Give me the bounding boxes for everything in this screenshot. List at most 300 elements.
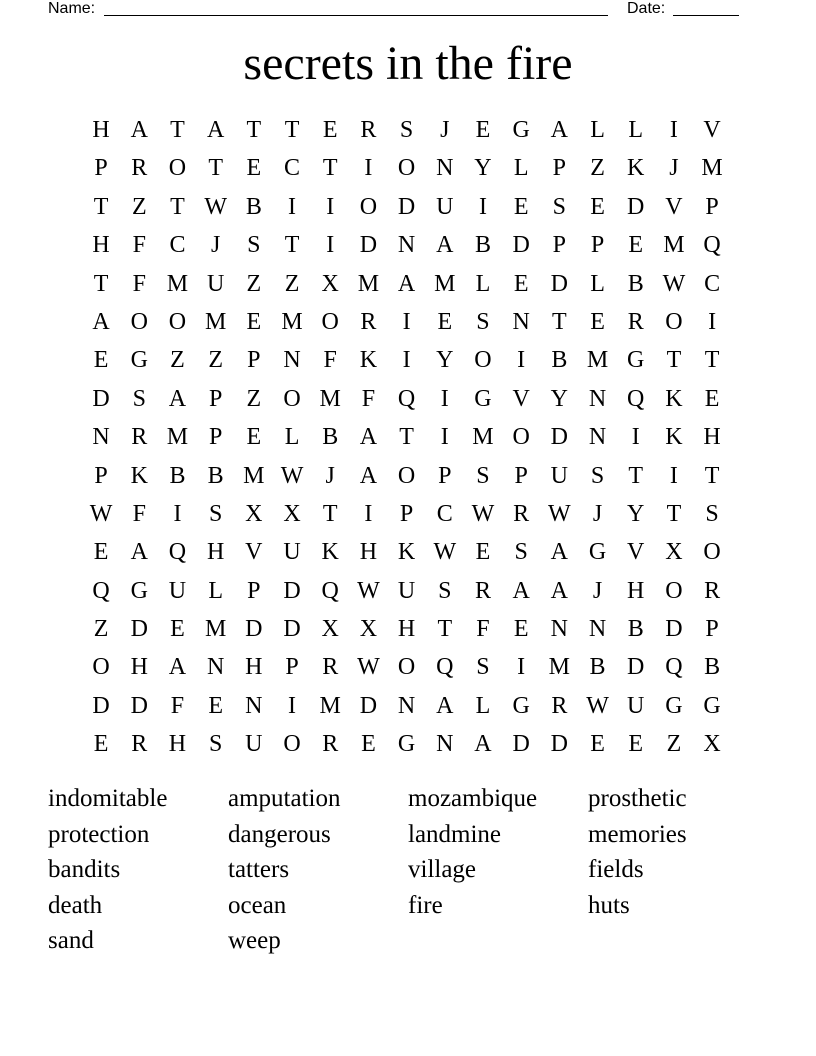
grid-letter: J xyxy=(325,462,335,489)
grid-letter: N xyxy=(245,692,263,719)
grid-letter: E xyxy=(170,616,185,643)
grid-row xyxy=(82,687,732,725)
letter-grid xyxy=(82,111,732,764)
grid-letter: T xyxy=(246,117,262,143)
grid-letter: E xyxy=(208,692,223,719)
grid-letter: E xyxy=(322,117,338,143)
grid-letter: I xyxy=(440,385,449,412)
grid-letter: G xyxy=(588,539,607,566)
grid-letter: I xyxy=(402,308,411,335)
grid-letter: I xyxy=(708,308,717,335)
grid-row xyxy=(82,111,732,149)
word-list-item: bandits xyxy=(48,856,121,883)
grid-letter: F xyxy=(132,270,146,297)
grid-letter: L xyxy=(590,270,605,297)
grid-letter: G xyxy=(665,692,683,719)
grid-letter: O xyxy=(665,577,683,604)
grid-letter: Q xyxy=(665,654,683,681)
page-title: secrets in the fire xyxy=(243,37,573,90)
grid-letter: E xyxy=(513,193,529,220)
grid-letter: W xyxy=(204,193,227,220)
grid-letter: I xyxy=(440,424,449,451)
grid-letter: E xyxy=(93,347,109,374)
word-list-item: protection xyxy=(48,820,150,848)
grid-letter: H xyxy=(397,616,416,643)
grid-letter: S xyxy=(705,500,719,527)
grid-letter: K xyxy=(130,462,148,489)
grid-letter: J xyxy=(669,155,679,182)
grid-letter: M xyxy=(472,424,494,451)
grid-letter: B xyxy=(169,462,186,489)
grid-letter: D xyxy=(359,692,378,719)
grid-letter: N xyxy=(92,424,110,451)
grid-row xyxy=(82,303,732,341)
grid-letter: H xyxy=(703,424,721,451)
grid-letter: T xyxy=(552,308,567,335)
grid-letter: N xyxy=(397,232,416,259)
grid-letter: W xyxy=(89,500,113,527)
grid-letter: P xyxy=(399,500,414,527)
grid-letter: D xyxy=(130,616,148,643)
grid-letter: I xyxy=(517,347,526,374)
grid-letter: Q xyxy=(321,577,339,604)
grid-letter: O xyxy=(168,155,187,182)
grid-letter: I xyxy=(326,232,335,259)
grid-letter: J xyxy=(592,500,603,527)
grid-letter: D xyxy=(627,654,645,681)
grid-letter: W xyxy=(586,692,609,719)
grid-letter: M xyxy=(166,270,189,297)
grid-letter: S xyxy=(399,117,414,143)
grid-letter: D xyxy=(245,616,263,643)
grid-letter: E xyxy=(93,731,109,758)
grid-letter: F xyxy=(170,692,185,719)
grid-letter: T xyxy=(170,117,185,143)
grid-letter: O xyxy=(130,308,148,335)
grid-letter: S xyxy=(247,232,261,259)
word-list-item: fire xyxy=(408,891,443,919)
grid-letter: S xyxy=(514,539,528,566)
grid-letter: M xyxy=(319,385,341,412)
grid-letter: F xyxy=(132,232,146,259)
grid-letter: L xyxy=(284,424,300,451)
name-blank-line xyxy=(104,15,608,16)
grid-letter: W xyxy=(357,654,380,681)
grid-letter: P xyxy=(552,232,567,259)
grid-letter: T xyxy=(93,270,109,297)
grid-letter: M xyxy=(204,616,227,643)
grid-letter: D xyxy=(283,577,301,604)
grid-letter: Z xyxy=(590,155,605,182)
grid-letter: X xyxy=(665,539,683,566)
grid-row xyxy=(82,341,732,379)
grid-letter: M xyxy=(319,692,341,719)
grid-letter: V xyxy=(512,385,530,412)
word-list-item: mozambique xyxy=(408,785,538,812)
grid-letter: N xyxy=(588,616,607,643)
grid-letter: R xyxy=(131,155,148,182)
grid-letter: R xyxy=(322,731,339,758)
grid-letter: H xyxy=(627,577,645,604)
grid-letter: P xyxy=(552,155,567,182)
grid-letter: I xyxy=(364,500,373,527)
grid-row xyxy=(82,648,732,686)
grid-letter: A xyxy=(206,117,225,143)
word-list-item: ocean xyxy=(228,891,287,919)
grid-letter: R xyxy=(627,308,644,335)
grid-letter: Q xyxy=(397,385,416,412)
grid-letter: S xyxy=(476,462,490,489)
grid-letter: R xyxy=(551,692,568,719)
grid-letter: G xyxy=(130,577,148,604)
grid-letter: P xyxy=(247,347,261,374)
name-label: Name: xyxy=(48,0,96,17)
grid-letter: K xyxy=(665,385,683,412)
grid-letter: B xyxy=(207,462,224,489)
grid-letter: M xyxy=(434,270,456,297)
grid-letter: S xyxy=(132,385,146,412)
grid-letter: U xyxy=(550,462,569,489)
grid-row xyxy=(82,457,732,495)
grid-letter: O xyxy=(283,731,301,758)
grid-letter: P xyxy=(514,462,528,489)
date-label: Date: xyxy=(627,0,666,17)
grid-letter: U xyxy=(627,692,645,719)
grid-letter: N xyxy=(436,155,454,182)
grid-letter: D xyxy=(665,616,683,643)
grid-letter: D xyxy=(283,616,301,643)
grid-letter: E xyxy=(513,616,529,643)
grid-letter: F xyxy=(361,385,376,412)
grid-letter: E xyxy=(437,308,453,335)
grid-letter: D xyxy=(512,232,530,259)
grid-letter: U xyxy=(206,270,225,297)
grid-letter: L xyxy=(513,155,529,182)
grid-letter: W xyxy=(433,539,457,566)
grid-letter: R xyxy=(131,424,148,451)
grid-letter: P xyxy=(705,193,719,220)
grid-letter: L xyxy=(208,577,223,604)
grid-letter: O xyxy=(397,654,416,681)
grid-letter: L xyxy=(628,117,644,143)
grid-letter: E xyxy=(93,539,109,566)
grid-letter: C xyxy=(169,232,186,259)
grid-letter: O xyxy=(397,462,416,489)
grid-letter: H xyxy=(168,731,187,758)
grid-row xyxy=(82,610,732,648)
grid-letter: K xyxy=(397,539,416,566)
grid-letter: A xyxy=(550,117,569,143)
grid-letter: P xyxy=(94,155,108,182)
grid-letter: I xyxy=(288,692,297,719)
grid-letter: M xyxy=(166,424,189,451)
grid-letter: E xyxy=(704,385,720,412)
grid-letter: M xyxy=(204,308,227,335)
date-blank-line xyxy=(673,15,739,16)
grid-letter: I xyxy=(326,193,335,220)
grid-row xyxy=(82,572,732,610)
grid-letter: N xyxy=(283,347,301,374)
grid-letter: R xyxy=(704,577,721,604)
grid-letter: X xyxy=(283,500,301,527)
grid-letter: Q xyxy=(168,539,187,566)
grid-letter: A xyxy=(550,577,569,604)
grid-letter: E xyxy=(628,232,644,259)
grid-letter: N xyxy=(588,424,607,451)
grid-letter: A xyxy=(130,539,148,566)
grid-letter: T xyxy=(93,193,109,220)
grid-letter: D xyxy=(130,692,148,719)
grid-letter: D xyxy=(550,731,569,758)
grid-letter: E xyxy=(246,308,262,335)
grid-letter: A xyxy=(130,117,148,143)
word-list-item: landmine xyxy=(408,820,502,848)
grid-row xyxy=(82,188,732,226)
grid-letter: T xyxy=(704,462,720,489)
grid-letter: J xyxy=(440,117,450,143)
grid-letter: A xyxy=(397,270,416,297)
grid-letter: E xyxy=(361,731,376,758)
grid-letter: M xyxy=(663,232,685,259)
grid-letter: H xyxy=(130,654,148,681)
grid-letter: U xyxy=(397,577,416,604)
grid-letter: K xyxy=(321,539,339,566)
grid-letter: J xyxy=(210,232,221,259)
grid-letter: C xyxy=(704,270,721,297)
grid-letter: S xyxy=(590,462,605,489)
grid-row xyxy=(82,149,732,187)
grid-letter: Z xyxy=(93,616,109,643)
word-list-item: weep xyxy=(228,927,281,954)
grid-letter: S xyxy=(552,193,567,220)
grid-letter: H xyxy=(92,232,110,259)
grid-letter: O xyxy=(359,193,378,220)
grid-letter: T xyxy=(322,500,338,527)
grid-letter: P xyxy=(285,654,299,681)
grid-letter: I xyxy=(517,654,526,681)
grid-letter: V xyxy=(245,539,263,566)
word-list-item: sand xyxy=(48,927,94,954)
grid-letter: N xyxy=(512,308,530,335)
word-list-item: tatters xyxy=(228,856,290,883)
grid-letter: T xyxy=(170,193,185,220)
grid-letter: E xyxy=(246,424,262,451)
grid-letter: E xyxy=(475,117,491,143)
grid-letter: O xyxy=(703,539,721,566)
grid-letter: T xyxy=(628,462,644,489)
word-list-item: dangerous xyxy=(228,820,331,848)
grid-letter: Y xyxy=(627,500,645,527)
grid-letter: A xyxy=(436,692,454,719)
grid-letter: V xyxy=(627,539,645,566)
grid-letter: I xyxy=(669,462,678,489)
grid-letter: I xyxy=(364,155,373,182)
grid-letter: X xyxy=(321,616,339,643)
grid-letter: X xyxy=(359,616,378,643)
grid-letter: A xyxy=(512,577,530,604)
grid-letter: K xyxy=(665,424,683,451)
grid-letter: B xyxy=(551,347,568,374)
grid-letter: P xyxy=(208,424,223,451)
grid-letter: D xyxy=(627,193,645,220)
grid-letter: T xyxy=(284,232,300,259)
grid-letter: H xyxy=(359,539,378,566)
grid-letter: G xyxy=(627,347,645,374)
grid-letter: X xyxy=(703,731,721,758)
grid-letter: B xyxy=(627,616,644,643)
grid-row xyxy=(82,725,732,763)
grid-letter: Y xyxy=(474,155,492,182)
grid-letter: R xyxy=(474,577,491,604)
grid-letter: T xyxy=(322,155,338,182)
grid-letter: Z xyxy=(246,270,262,297)
grid-letter: W xyxy=(662,270,686,297)
grid-letter: R xyxy=(131,731,148,758)
grid-letter: P xyxy=(438,462,452,489)
grid-letter: X xyxy=(245,500,263,527)
grid-letter: B xyxy=(245,193,262,220)
grid-letter: A xyxy=(92,308,110,335)
grid-letter: O xyxy=(92,654,110,681)
grid-letter: Z xyxy=(666,731,682,758)
grid-letter: E xyxy=(590,193,605,220)
grid-letter: N xyxy=(397,692,416,719)
grid-letter: U xyxy=(436,193,454,220)
grid-letter: A xyxy=(168,654,187,681)
grid-letter: L xyxy=(590,117,605,143)
grid-letter: B xyxy=(322,424,339,451)
grid-letter: R xyxy=(360,117,377,143)
grid-row xyxy=(82,226,732,264)
grid-letter: J xyxy=(592,577,603,604)
grid-letter: S xyxy=(438,577,452,604)
grid-letter: R xyxy=(513,500,530,527)
grid-letter: O xyxy=(665,308,683,335)
grid-letter: M xyxy=(548,654,571,681)
grid-letter: D xyxy=(550,424,569,451)
grid-letter: I xyxy=(669,117,678,143)
word-list-item: amputation xyxy=(228,785,341,812)
grid-letter: W xyxy=(357,577,380,604)
grid-letter: I xyxy=(631,424,640,451)
word-list-item: memories xyxy=(588,820,687,848)
grid-letter: M xyxy=(586,347,609,374)
grid-letter: D xyxy=(397,193,416,220)
grid-row xyxy=(82,495,732,533)
grid-letter: E xyxy=(590,308,605,335)
header xyxy=(48,0,768,22)
grid-letter: D xyxy=(512,731,530,758)
grid-letter: D xyxy=(359,232,378,259)
grid-letter: M xyxy=(357,270,380,297)
grid-letter: W xyxy=(548,500,571,527)
grid-letter: Q xyxy=(92,577,110,604)
grid-letter: A xyxy=(474,731,492,758)
grid-letter: Z xyxy=(246,385,262,412)
grid-letter: E xyxy=(590,731,605,758)
grid-letter: T xyxy=(704,347,720,374)
grid-letter: E xyxy=(475,539,491,566)
grid-row xyxy=(82,533,732,571)
grid-letter: B xyxy=(474,232,491,259)
grid-letter: H xyxy=(92,117,110,143)
grid-letter: P xyxy=(590,232,605,259)
grid-letter: O xyxy=(283,385,301,412)
grid-letter: G xyxy=(512,692,530,719)
grid-letter: H xyxy=(206,539,225,566)
grid-letter: F xyxy=(132,500,146,527)
grid-letter: R xyxy=(360,308,377,335)
grid-letter: T xyxy=(399,424,414,451)
grid-letter: W xyxy=(471,500,495,527)
grid-letter: A xyxy=(359,462,378,489)
grid-letter: E xyxy=(513,270,529,297)
grid-letter: P xyxy=(208,385,223,412)
grid-letter: Y xyxy=(436,347,454,374)
grid-letter: F xyxy=(476,616,490,643)
grid-row xyxy=(82,380,732,418)
grid-letter: O xyxy=(168,308,187,335)
grid-letter: M xyxy=(281,308,303,335)
grid-letter: D xyxy=(550,270,569,297)
grid-letter: W xyxy=(280,462,304,489)
grid-letter: P xyxy=(247,577,261,604)
grid-letter: E xyxy=(628,731,644,758)
grid-letter: G xyxy=(512,117,530,143)
grid-letter: A xyxy=(550,539,569,566)
grid-letter: B xyxy=(589,654,606,681)
grid-letter: I xyxy=(478,193,487,220)
word-list-item: village xyxy=(408,856,477,883)
grid-letter: X xyxy=(321,270,339,297)
grid-letter: B xyxy=(627,270,644,297)
grid-letter: U xyxy=(283,539,301,566)
grid-letter: T xyxy=(284,117,300,143)
grid-letter: Z xyxy=(284,270,300,297)
grid-letter: O xyxy=(474,347,492,374)
grid-letter: M xyxy=(701,155,723,182)
grid-letter: R xyxy=(322,654,339,681)
grid-letter: Z xyxy=(131,193,147,220)
grid-letter: Q xyxy=(436,654,454,681)
grid-letter: D xyxy=(92,692,110,719)
grid-letter: O xyxy=(321,308,339,335)
grid-letter: S xyxy=(208,731,223,758)
grid-letter: T xyxy=(208,155,223,182)
grid-letter: Z xyxy=(208,347,223,374)
grid-letter: E xyxy=(246,155,262,182)
grid-letter: T xyxy=(437,616,453,643)
grid-letter: V xyxy=(703,117,721,143)
grid-letter: O xyxy=(397,155,416,182)
grid-letter: A xyxy=(359,424,378,451)
grid-letter: N xyxy=(436,731,454,758)
grid-letter: S xyxy=(476,654,490,681)
word-list-item: prosthetic xyxy=(588,785,687,812)
grid-letter: L xyxy=(475,270,491,297)
grid-letter: G xyxy=(130,347,148,374)
word-list-item: huts xyxy=(588,891,630,919)
grid-letter: A xyxy=(436,232,454,259)
grid-letter: O xyxy=(512,424,530,451)
grid-letter: P xyxy=(705,616,719,643)
grid-letter: D xyxy=(92,385,110,412)
grid-letter: A xyxy=(168,385,187,412)
grid-letter: C xyxy=(284,155,301,182)
grid-letter: K xyxy=(627,155,645,182)
grid-letter: I xyxy=(288,193,297,220)
grid-letter: C xyxy=(436,500,453,527)
